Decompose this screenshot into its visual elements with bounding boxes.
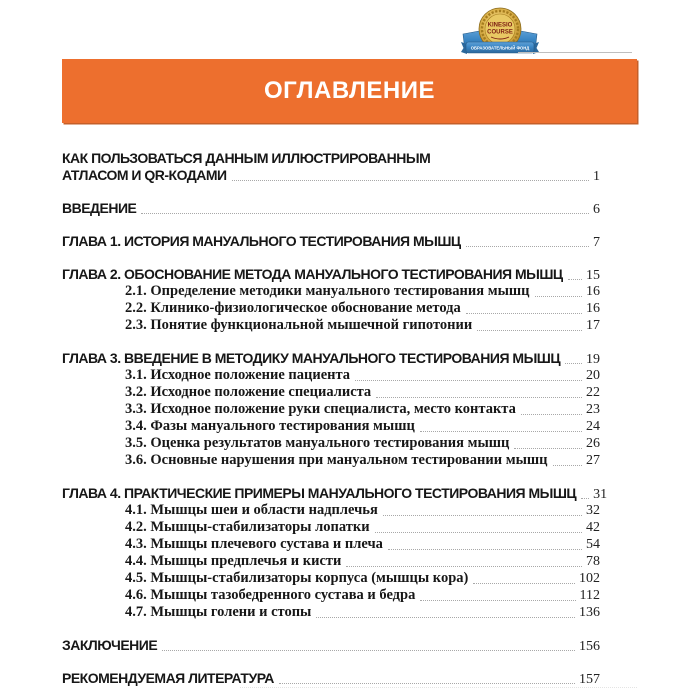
toc-page-number: 7 <box>593 235 600 250</box>
toc-entry-label: 4.1. Мышцы шеи и области надплечья <box>125 502 378 518</box>
dotted-leader <box>473 582 575 584</box>
toc-row <box>62 266 600 283</box>
toc-row <box>62 300 600 317</box>
toc-row <box>62 452 600 469</box>
toc-page-number: 6 <box>593 202 600 217</box>
toc-entry-label: 4.3. Мышцы плечевого сустава и плеча <box>125 536 383 552</box>
toc-entry-label: 3.1. Исходное положение пациента <box>125 367 351 383</box>
toc-page-number: 31 <box>593 487 608 502</box>
medal-icon <box>453 4 547 58</box>
dotted-leader <box>535 295 582 297</box>
toc-row <box>62 536 600 553</box>
toc-page-number: 102 <box>579 571 600 586</box>
toc-page-number: 20 <box>586 368 600 383</box>
toc-page-number: 32 <box>586 503 600 518</box>
toc-entry-label: 2.3. Понятие функциональной мышечной гипотонии <box>125 317 473 333</box>
medal-text-line1: KINESIO <box>487 22 513 29</box>
toc-page-number: 136 <box>579 605 600 620</box>
toc-row <box>62 587 600 604</box>
toc-entry-label: 3.3. Исходное положение руки специалиста, место контакта <box>125 401 516 417</box>
toc-row <box>62 401 600 418</box>
toc-row <box>62 670 600 687</box>
dotted-leader <box>466 312 582 314</box>
toc-page-number: 24 <box>586 419 600 434</box>
toc-title-banner <box>62 59 637 123</box>
toc-entry-label: 2.2. Клинико-физиологическое обоснование метода <box>125 300 461 316</box>
toc-entry-label: 4.4. Мышцы предплечья и кисти <box>125 553 342 569</box>
dotted-leader <box>420 430 582 432</box>
dotted-leader <box>521 413 582 415</box>
toc-list <box>62 150 608 687</box>
toc-page-number: 112 <box>579 588 600 603</box>
dotted-leader <box>355 379 582 381</box>
toc-row <box>62 200 600 217</box>
toc-page-number: 156 <box>579 639 600 654</box>
dotted-leader <box>466 245 589 247</box>
dotted-leader <box>141 212 589 214</box>
toc-entry-label: АТЛАСОМ И QR-КОДАМИ <box>62 167 227 183</box>
toc-entry-label: ГЛАВА 1. ИСТОРИЯ МАНУАЛЬНОГО ТЕСТИРОВАНИЯ МЫШЦ <box>62 233 461 249</box>
toc-page-number: 16 <box>586 301 600 316</box>
toc-entry-label: ВВЕДЕНИЕ <box>62 200 137 216</box>
dotted-leader <box>376 396 582 398</box>
toc-row <box>62 637 600 654</box>
toc-row <box>62 570 600 587</box>
toc-entry-label: 3.6. Основные нарушения при мануальном тестировании мышц <box>125 452 548 468</box>
toc-entry-label: ГЛАВА 2. ОБОСНОВАНИЕ МЕТОДА МАНУАЛЬНОГО ТЕСТИРОВАНИЯ МЫШЦ <box>62 266 563 282</box>
toc-row <box>62 233 600 250</box>
toc-entry-label: ГЛАВА 4. ПРАКТИЧЕСКИЕ ПРИМЕРЫ МАНУАЛЬНОГО ТЕСТИРОВАНИЯ МЫШЦ <box>62 485 577 501</box>
toc-entry-label: ЗАКЛЮЧЕНИЕ <box>62 637 158 653</box>
toc-entry-label: 4.5. Мышцы-стабилизаторы корпуса (мышцы кора) <box>125 570 469 586</box>
toc-entry-label: 3.5. Оценка результатов мануального тестирования мышц <box>125 435 510 451</box>
toc-entry-label: КАК ПОЛЬЗОВАТЬСЯ ДАННЫМ ИЛЛЮСТРИРОВАННЫМ <box>62 150 431 166</box>
dotted-leader <box>383 514 582 516</box>
dotted-leader <box>553 464 583 466</box>
toc-row <box>62 167 600 184</box>
toc-entry-label: 3.2. Исходное положение специалиста <box>125 384 372 400</box>
dotted-leader <box>346 565 582 567</box>
toc-row <box>62 384 600 401</box>
page-title: ОГЛАВЛЕНИЕ <box>263 77 436 104</box>
toc-page-number: 26 <box>586 436 600 451</box>
toc-entry-label: 4.2. Мышцы-стабилизаторы лопатки <box>125 519 370 535</box>
toc-page-number: 1 <box>593 169 600 184</box>
bottom-cut-leader <box>240 687 637 689</box>
toc-page-number: 54 <box>586 537 600 552</box>
dotted-leader <box>375 531 582 533</box>
toc-entry-label: ГЛАВА 3. ВВЕДЕНИЕ В МЕТОДИКУ МАНУАЛЬНОГО ТЕСТИРОВАНИЯ МЫШЦ <box>62 350 561 366</box>
dotted-leader <box>279 682 575 684</box>
brand-logo <box>453 4 547 58</box>
dotted-leader <box>477 329 582 331</box>
toc-entry-label: РЕКОМЕНДУЕМАЯ ЛИТЕРАТУРА <box>62 670 274 686</box>
dotted-leader <box>162 649 575 651</box>
toc-page-number: 17 <box>586 318 600 333</box>
dotted-leader <box>388 548 582 550</box>
toc-entry-label: 4.6. Мышцы тазобедренного сустава и бедра <box>125 587 416 603</box>
toc-row <box>62 519 600 536</box>
toc-page-number: 157 <box>579 672 600 687</box>
ribbon-text: ОБРАЗОВАТЕЛЬНЫЙ ФОНД <box>470 45 530 51</box>
dotted-leader <box>232 179 589 181</box>
toc-page-number: 23 <box>586 402 600 417</box>
dotted-leader <box>565 362 582 364</box>
toc-row <box>62 502 600 519</box>
toc-row <box>62 435 600 452</box>
toc-row <box>62 367 600 384</box>
toc-row <box>62 553 600 570</box>
medal-text-line2: COURSE <box>487 29 513 36</box>
toc-entry-label: 3.4. Фазы мануального тестирования мышц <box>125 418 415 434</box>
toc-entry-label: 2.1. Определение методики мануального тестирования мышц <box>125 283 530 299</box>
toc-page-number: 19 <box>586 352 600 367</box>
toc-row <box>62 485 608 502</box>
toc-page-number: 15 <box>586 268 600 283</box>
dotted-leader <box>514 447 582 449</box>
toc-page-number: 16 <box>586 284 600 299</box>
header-divider <box>518 52 632 53</box>
toc-page-number: 22 <box>586 385 600 400</box>
toc-row <box>62 604 600 621</box>
toc-page-number: 27 <box>586 453 600 468</box>
toc-row <box>62 150 600 167</box>
toc-page-number: 78 <box>586 554 600 569</box>
toc-entry-label: 4.7. Мышцы голени и стопы <box>125 604 312 620</box>
dotted-leader <box>420 599 575 601</box>
toc-row <box>62 350 600 367</box>
toc-row <box>62 283 600 300</box>
toc-row <box>62 418 600 435</box>
dotted-leader <box>316 616 575 618</box>
dotted-leader <box>581 497 589 499</box>
toc-page-number: 42 <box>586 520 600 535</box>
toc-row <box>62 317 600 334</box>
dotted-leader <box>568 278 582 280</box>
